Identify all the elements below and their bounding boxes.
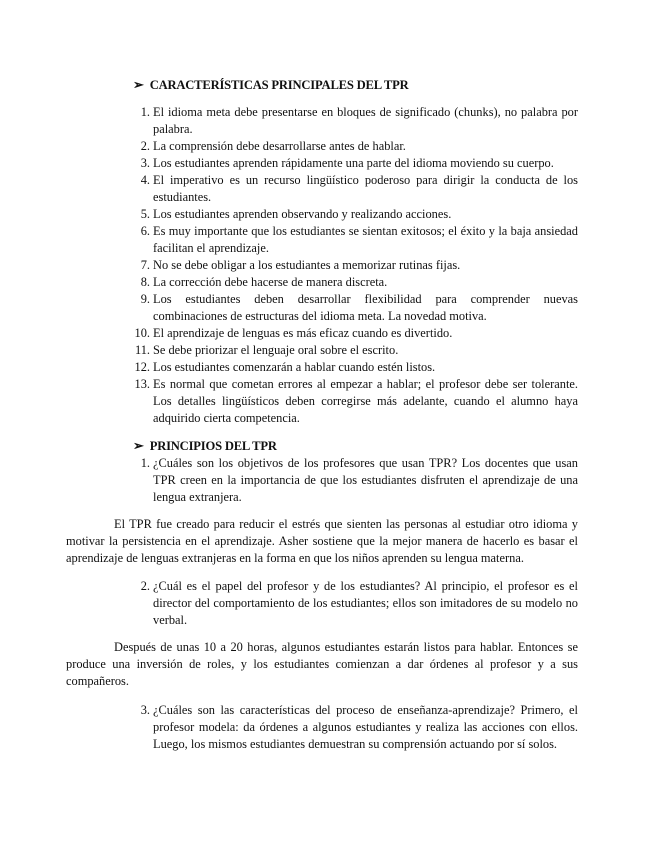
principles-question-3 — [104, 702, 578, 753]
section-heading-text: CARACTERÍSTICAS PRINCIPALES DEL TPR — [149, 77, 409, 92]
section-heading-principios — [133, 438, 277, 454]
list-item: 13 . Es normal que cometan errores al empezar a hablar; el profesor debe ser tolerante. Los detalles lingüísticos deben corregirse más adelante, cuando el alumno haya adquirido cierta competencia. — [104, 376, 578, 427]
list-item: 5 . Los estudiantes aprenden observando y realizando acciones. — [104, 206, 578, 223]
arrow-bullet-icon: ➢ — [133, 438, 144, 453]
list-item: 2 . ¿Cuál es el papel del profesor y de los estudiantes? Al principio, el profesor es el director del comportamiento de los estudiantes; ellos son imitadores de su modelo no verbal. — [104, 578, 578, 629]
principles-question-1 — [104, 455, 578, 506]
section-heading-text: PRINCIPIOS DEL TPR — [149, 438, 277, 453]
body-paragraph-2: Después de unas 10 a 20 horas, algunos estudiantes estarán listos para hablar. Entonces se produce una inversión de roles, y los estudiantes comienzan a dar órdenes al profesor y a sus compañeros. — [66, 640, 578, 688]
list-item: 6 . Es muy importante que los estudiantes se sientan exitosos; el éxito y la baja ansiedad facilitan el aprendizaje. — [104, 223, 578, 257]
list-item: 1 . ¿Cuáles son los objetivos de los profesores que usan TPR? Los docentes que usan TPR creen en la importancia de que los estudiantes disfruten el aprendizaje de una lengua extranjera. — [104, 455, 578, 506]
body-paragraph-1: El TPR fue creado para reducir el estrés que sienten las personas al estudiar otro idioma y motivar la persistencia en el aprendizaje. Asher sostiene que la mejor manera de hacerlo es basar el aprendizaje de lenguas extranjeras en la forma en que los niños aprenden su lengua materna. — [66, 517, 578, 565]
list-item: 10 . El aprendizaje de lenguas es más eficaz cuando es divertido. — [104, 325, 578, 342]
list-item: 7 . No se debe obligar a los estudiantes a memorizar rutinas fijas. — [104, 257, 578, 274]
characteristics-list — [104, 104, 578, 427]
list-item: 11 . Se debe priorizar el lenguaje oral sobre el escrito. — [104, 342, 578, 359]
list-item: 3 . ¿Cuáles son las características del proceso de enseñanza-aprendizaje? Primero, el profesor modela: da órdenes a algunos estudiantes y realiza las acciones con ellos. Luego, los mismos estudiantes demuestran su comprensión actuando por sí solos. — [104, 702, 578, 753]
list-item: 9 . Los estudiantes deben desarrollar flexibilidad para comprender nuevas combinaciones de estructuras del idioma meta. La novedad motiva. — [104, 291, 578, 325]
list-item: 1 . El idioma meta debe presentarse en bloques de significado (chunks), no palabra por palabra. — [104, 104, 578, 138]
list-item: 3 . Los estudiantes aprenden rápidamente una parte del idioma moviendo su cuerpo. — [104, 155, 578, 172]
principles-question-2 — [104, 578, 578, 629]
list-item: 2 . La comprensión debe desarrollarse antes de hablar. — [104, 138, 578, 155]
list-item: 12 . Los estudiantes comenzarán a hablar cuando estén listos. — [104, 359, 578, 376]
section-heading-caracteristicas — [133, 77, 409, 93]
list-item: 4 . El imperativo es un recurso lingüístico poderoso para dirigir la conducta de los estudiantes. — [104, 172, 578, 206]
list-item: 8 . La corrección debe hacerse de manera discreta. — [104, 274, 578, 291]
arrow-bullet-icon: ➢ — [133, 77, 144, 92]
